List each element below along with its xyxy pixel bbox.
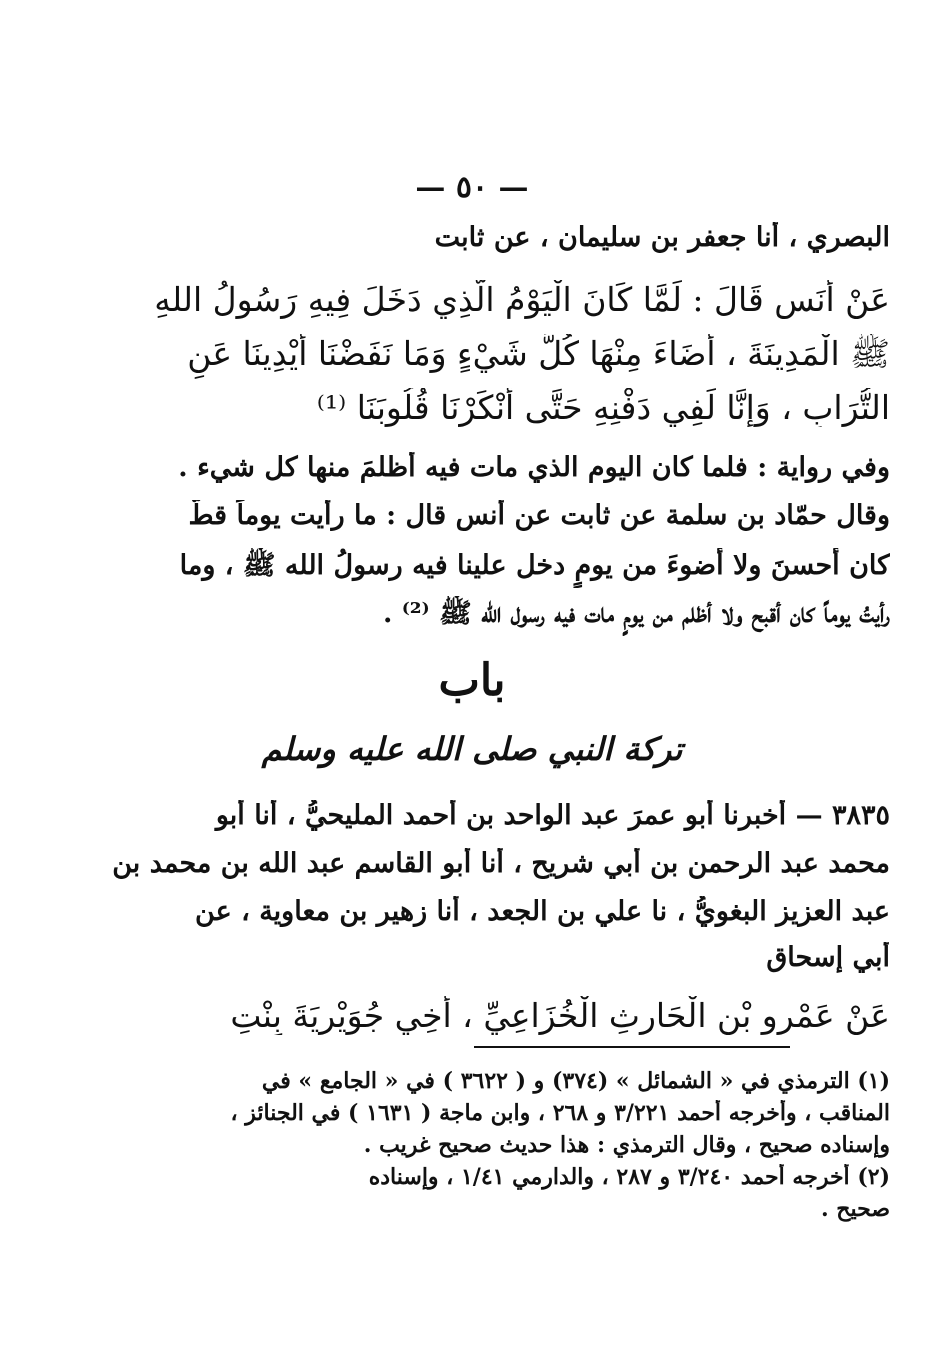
footnote-line-1: (١) الترمذي في « الشمائل » (٣٧٤) و ( ٣٦٢٢ ) في « الجامع » في	[261, 1068, 890, 1094]
hadith1-line-3: التُّرَابِ ، وَإِنَّا لَفِي دَفْنِهِ حَتَّى أَنْكَرْنَا قُلُوبَنَا ⁽¹⁾	[316, 388, 890, 427]
hadith1-line-2: ﷺ الْمَدِينَةَ ، أَضَاءَ مِنْهَا كُلُّ شَيْءٍ وَمَا نَفَضْنَا أَيْدِينَا عَنِ	[187, 334, 890, 373]
isnad-line-1: ٣٨٣٥ — أخبرنا أبو عمرَ عبد الواحد بن أحمد المليحيُّ ، أنا أبو	[215, 800, 890, 831]
isnad-line-2: محمد عبد الرحمن بن أبي شريحٍ ، أنا أبو القاسم عبد الله بن محمد بن	[112, 848, 890, 879]
narration-line-3: كان أحسنَ ولا أضوءَ من يومٍ دخل علينا فيه رسولُ الله ﷺ ، وما	[179, 550, 890, 581]
isnad-line-4: أبي إسحاق	[766, 942, 890, 973]
isnad-line-3: عبد العزيز البغويُّ ، نا علي بن الجعد ، أنا زهير بن معاوية ، عن	[195, 896, 890, 927]
chapter-title: باب	[438, 655, 506, 706]
narration-line-2: وقال حمّاد بن سلمة عن ثابت عن أنسٍ قال : ما رأيت يوماً قطّ	[188, 500, 890, 531]
footnote-line-3: وإسناده صحيح ، وقال الترمذي : هذا حديث صحيح غريب .	[363, 1132, 890, 1158]
footnote-divider	[474, 1046, 790, 1048]
narration-line-4: رأيتُ يوماً كان أقبح ولا أظلم من يومٍ مات فيه رسول الله ﷺ ⁽²⁾ .	[382, 598, 890, 629]
intro-line: البصري ، أنا جعفر بن سليمان ، عن ثابت	[434, 222, 890, 253]
footnote-line-2: المناقب ، وأخرجه أحمد ٣/٢٢١ و ٢٦٨ ، وابن ماجة ( ١٦٣١ ) في الجنائز ،	[230, 1100, 890, 1126]
hadith2-line: عَنْ عَمْرِو بْنِ الْحَارِثِ الْخُزَاعِيِّ ، أَخِي جُوَيْرِيَةَ بِنْتِ	[230, 996, 890, 1035]
page-number: — ٥٠ —	[415, 170, 529, 205]
chapter-subtitle: تركة النبي صلى الله عليه وسلم	[261, 730, 683, 768]
footnote-line-5: صحيح .	[820, 1196, 890, 1222]
hadith1-line-1: عَنْ أَنَسٍ قَالَ : لَمَّا كَانَ الْيَوْمُ الَّذِي دَخَلَ فِيهِ رَسُولُ اللهِ	[154, 280, 890, 319]
footnote-line-4: (٢) أخرجه أحمد ٣/٢٤٠ و ٢٨٧ ، والدارمي ١/٤١ ، وإسناده	[368, 1164, 890, 1190]
narration-line-1: وفي رواية : فلما كان اليوم الذي مات فيه أظلمَ منها كل شيء .	[178, 452, 890, 483]
